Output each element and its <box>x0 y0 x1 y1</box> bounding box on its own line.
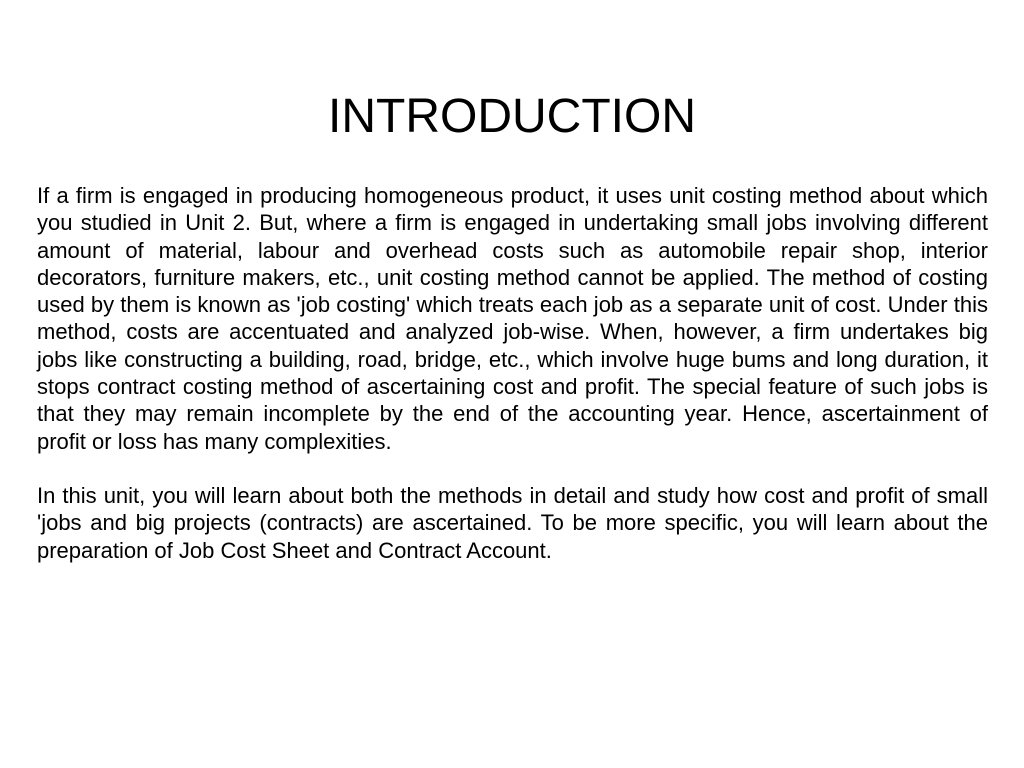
slide-body <box>37 182 988 564</box>
paragraph-intro: If a firm is engaged in producing homogeneous product, it uses unit costing method about which you studied in Unit 2. But, where a firm is engaged in undertaking small jobs involving different amount of material, labour and overhead costs such as automobile repair shop, interior decorators, furniture makers, etc., unit costing method cannot be applied. The method of costing used by them is known as 'job costing' which treats each job as a separate unit of cost. Under this method, costs are accentuated and analyzed job-wise. When, however, a firm undertakes big jobs like constructing a building, road, bridge, etc., which involve huge bums and long duration, it stops contract costing method of ascertaining cost and profit. The special feature of such jobs is that they may remain incomplete by the end of the accounting year. Hence, ascertainment of profit or loss has many complexities. <box>37 183 988 454</box>
slide-title: INTRODUCTION <box>328 90 696 143</box>
paragraph-unit-overview: In this unit, you will learn about both the methods in detail and study how cost and profit of small 'jobs and big projects (contracts) are ascertained. To be more specific, you will learn about the preparation of Job Cost Sheet and Contract Account. <box>37 482 988 563</box>
